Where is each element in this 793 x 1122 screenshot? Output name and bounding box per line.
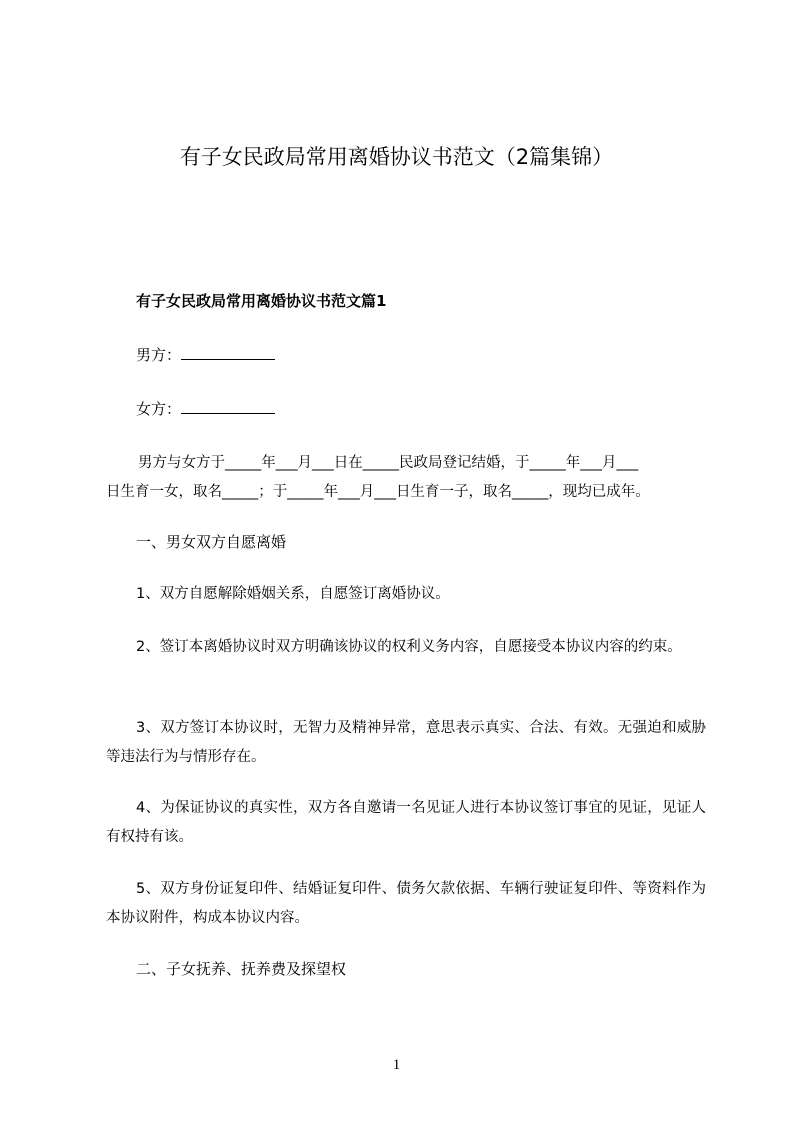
intro-line-1: 男方与女方于_____年___月___日在_____民政局登记结婚，于_____年___月___	[138, 455, 639, 471]
clause-1: 1、双方自愿解除婚姻关系，自愿签订离婚协议。	[136, 586, 450, 602]
intro-paragraph	[106, 449, 706, 507]
document-title: 有子女民政局常用离婚协议书范文（2篇集锦）	[179, 145, 614, 169]
male-party-blank	[181, 345, 275, 360]
page-number: 1	[392, 1057, 401, 1073]
female-party-field	[136, 398, 275, 420]
section-heading: 有子女民政局常用离婚协议书范文篇1	[136, 292, 387, 310]
female-party-label: 女方：	[136, 400, 182, 418]
clause-3: 3、双方签订本协议时，无智力及精神异常，意思表示真实、合法、有效。无强迫和威胁等违法行为与情形存在。	[106, 720, 706, 765]
clause-5: 5、双方身份证复印件、结婚证复印件、债务欠款依据、车辆行驶证复印件、等资料作为本协议附件，构成本协议内容。	[106, 881, 706, 926]
part-two-heading: 二、子女抚养、抚养费及探望权	[136, 960, 347, 978]
male-party-field	[136, 344, 275, 366]
clause-4: 4、为保证协议的真实性，双方各自邀请一名见证人进行本协议签订事宜的见证，见证人有权持有该。	[106, 800, 706, 845]
intro-line-2: 日生育一女，取名_____；于_____年___月___日生育一子，取名_____，现均已成年。	[106, 484, 650, 500]
male-party-label: 男方：	[136, 346, 182, 364]
part-one-heading: 一、男女双方自愿离婚	[136, 533, 287, 551]
female-party-blank	[181, 399, 275, 414]
clause-2: 2、签订本离婚协议时双方明确该协议的权利义务内容，自愿接受本协议内容的约束。	[136, 639, 682, 655]
